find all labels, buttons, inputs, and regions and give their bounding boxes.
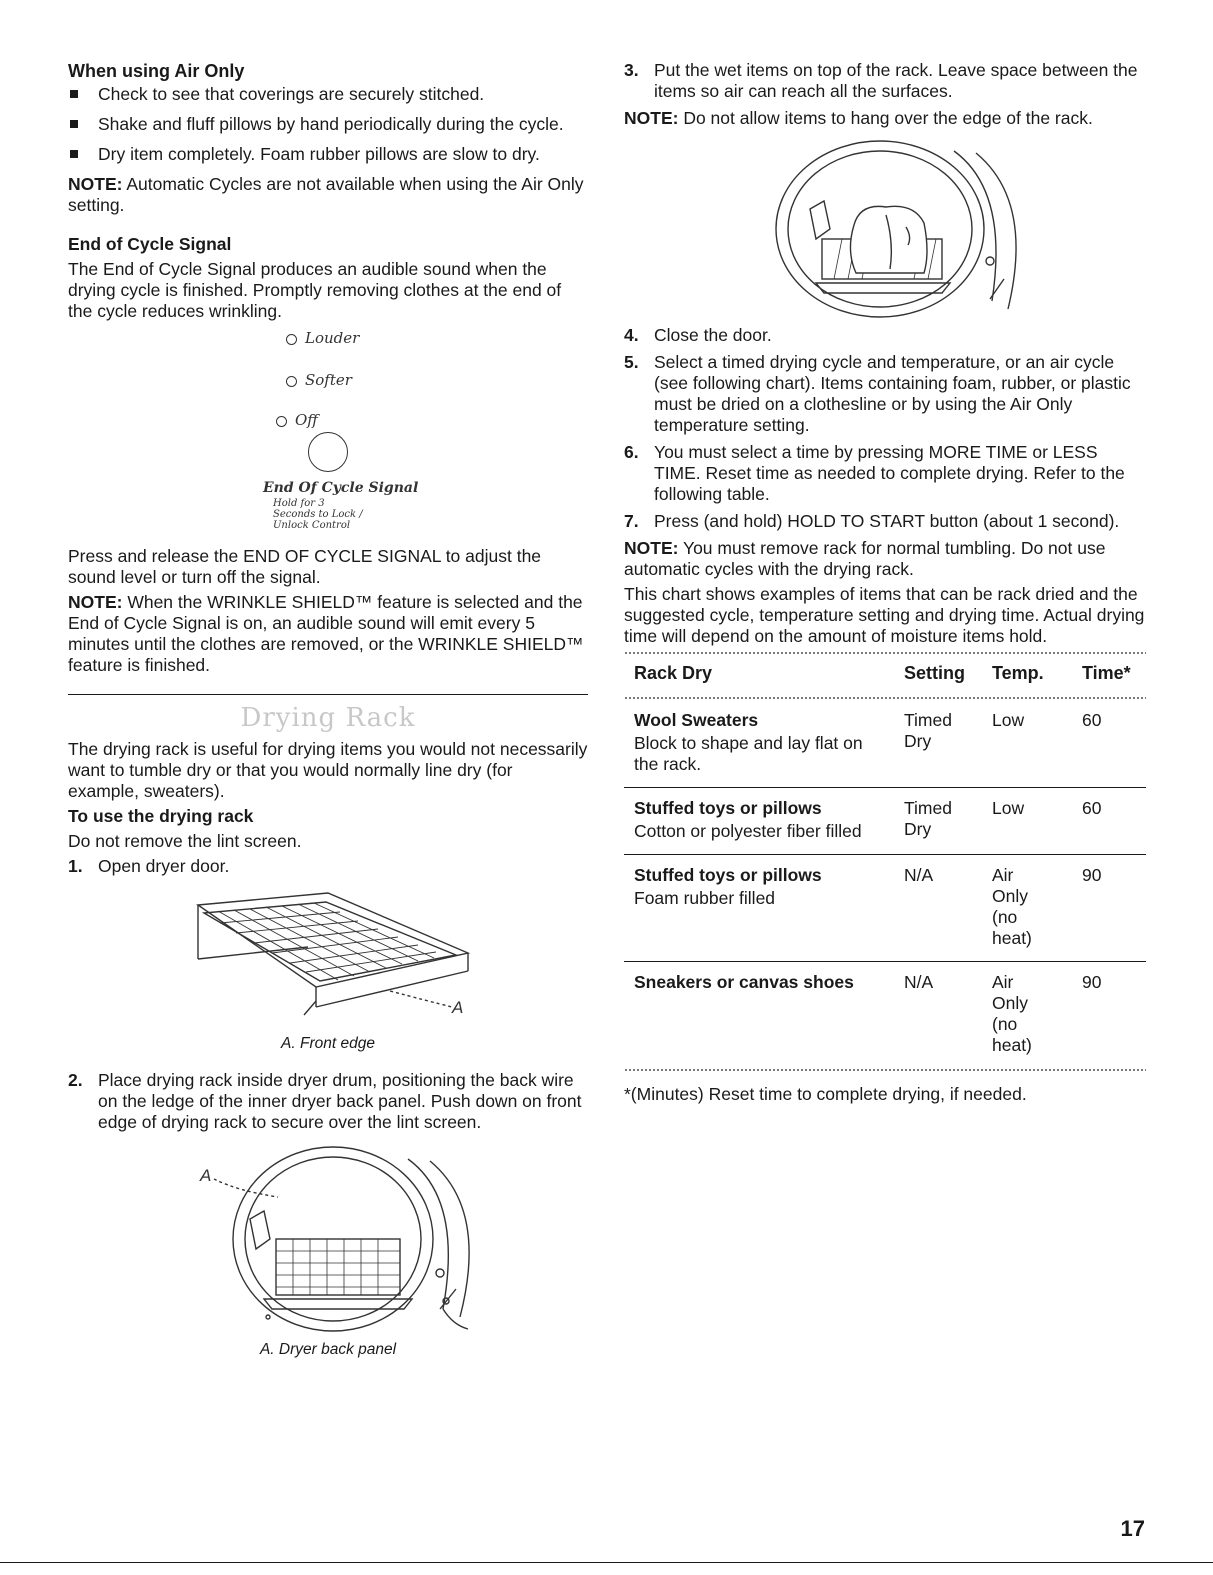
drying-rack-title: Drying Rack (240, 703, 416, 733)
step-4: 4. Close the door. (624, 325, 772, 345)
rack-steps (68, 856, 588, 877)
step-7: 7. Press (and hold) HOLD TO START button (about 1 second). (624, 511, 1120, 531)
page-number: 17 (1120, 1516, 1145, 1541)
table-row: Sneakers or canvas shoes N/A Air Only (no heat) 90 (634, 972, 1102, 1055)
header-rack-dry: Rack Dry (634, 663, 713, 683)
air-only-heading: When using Air Only (68, 61, 245, 81)
drying-rack-figure (68, 883, 588, 1033)
step-1: 1. Open dryer door. (68, 856, 230, 876)
note-label: NOTE: (68, 174, 123, 194)
page-bottom-rule (0, 1562, 1213, 1563)
end-signal-heading: End of Cycle Signal (68, 234, 232, 254)
end-signal-note (68, 592, 588, 676)
figure-callout-a: A (452, 998, 464, 1017)
air-only-note (68, 174, 588, 216)
use-rack-heading: To use the drying rack (68, 806, 254, 826)
end-signal-control-panel (68, 326, 588, 546)
bullet-item: Dry item completely. Foam rubber pillows are slow to dry. (68, 144, 588, 165)
signal-button-sublabel: Hold for 3 Seconds to Lock / Unlock Control (273, 498, 363, 531)
note-text: Do not allow items to hang over the edge of the rack. (678, 108, 1093, 128)
end-signal-intro: The End of Cycle Signal produces an audible sound when the drying cycle is finished. Promptly removing clothes at the end of the cycle reduces wrinkling. (68, 259, 562, 321)
left-column (68, 60, 588, 1360)
figure-caption-front-edge: A. Front edge (281, 1035, 375, 1052)
bullet-item: Check to see that coverings are securely stitched. (68, 84, 588, 105)
drying-rack-illustration (68, 883, 588, 1033)
end-of-cycle-signal-button[interactable] (308, 432, 348, 472)
rack-steps-right (624, 60, 1146, 102)
figure-caption-back-panel: A. Dryer back panel (259, 1341, 397, 1358)
table-footnote: *(Minutes) Reset time to complete drying, if needed. (624, 1084, 1027, 1104)
figure-callout-a: A (200, 1166, 212, 1185)
rack-dry-table (624, 657, 1146, 1068)
radio-dot-icon (286, 334, 297, 345)
table-row: Stuffed toys or pillows Cotton or polyester fiber filled Timed Dry Low 60 (624, 788, 1146, 855)
signal-option-softer[interactable]: Softer (286, 370, 352, 391)
step-3: 3. Put the wet items on top of the rack. Leave space between the items so air can reach all the surfaces. (624, 60, 1138, 101)
header-time: Time* (1082, 663, 1131, 683)
note-text: You must remove rack for normal tumbling. Do not use automatic cycles with the drying rack. (624, 538, 1106, 579)
items-on-rack-figure (624, 133, 1146, 319)
step-5: 5. Select a timed drying cycle and temperature, or an air cycle (see following chart). Items containing foam, rubber, or plastic must be dried on a clothesline or by using the Air Only temperature setting. (624, 352, 1131, 435)
rack-note-tumbling (624, 538, 1146, 580)
end-signal-press-text: Press and release the END OF CYCLE SIGNAL to adjust the sound level or turn off the signal. (68, 546, 542, 587)
note-label: NOTE: (624, 538, 679, 558)
signal-button-label: End Of Cycle Signal (263, 480, 419, 496)
rack-steps-continued (68, 1070, 588, 1133)
cycle-steps (624, 325, 1146, 532)
rack-in-dryer-figure (68, 1139, 588, 1339)
signal-option-off[interactable]: Off (276, 410, 318, 431)
table-top-border (624, 651, 1146, 655)
air-only-bullets (68, 84, 588, 165)
header-temp: Temp. (992, 663, 1044, 683)
drying-rack-intro: The drying rack is useful for drying items you would not necessarily want to tumble dry or that you would normally line dry (for example, sweaters). (68, 739, 588, 801)
note-text: When the WRINKLE SHIELD™ feature is selected and the End of Cycle Signal is on, an audible sound will emit every 5 minutes until the clothes are removed, or the WRINKLE SHIELD™ feature is finished. (68, 592, 584, 675)
radio-dot-icon (276, 416, 287, 427)
bullet-item: Shake and fluff pillows by hand periodically during the cycle. (68, 114, 588, 135)
section-divider (68, 694, 588, 695)
table-row: Stuffed toys or pillows Foam rubber filled N/A Air Only (no heat) 90 (624, 855, 1146, 962)
rack-in-dryer-illustration (68, 1139, 588, 1339)
note-label: NOTE: (624, 108, 679, 128)
table-row: Wool Sweaters Block to shape and lay flat on the rack. Timed Dry Low 60 (624, 700, 1146, 788)
note-text: Automatic Cycles are not available when using the Air Only setting. (68, 174, 584, 215)
chart-intro: This chart shows examples of items that can be rack dried and the suggested cycle, temperature setting and drying time. Actual drying time will depend on the amount of moisture items hold. (624, 584, 1145, 646)
use-rack-text: Do not remove the lint screen. (68, 831, 302, 851)
step-6: 6. You must select a time by pressing MORE TIME or LESS TIME. Reset time as needed to complete drying. Refer to the following table. (624, 442, 1125, 504)
table-header-row (624, 657, 1146, 696)
note-label: NOTE: (68, 592, 123, 612)
right-column (624, 60, 1146, 1109)
table-bottom-border (624, 1068, 1146, 1072)
header-setting: Setting (904, 663, 965, 683)
step-2: 2. Place drying rack inside dryer drum, positioning the back wire on the ledge of the inner dryer back panel. Push down on front edge of drying rack to secure over the lint screen. (68, 1070, 582, 1132)
items-on-rack-illustration (624, 133, 1146, 319)
rack-note-hang (624, 108, 1146, 129)
radio-dot-icon (286, 376, 297, 387)
signal-option-louder[interactable]: Louder (286, 328, 359, 349)
